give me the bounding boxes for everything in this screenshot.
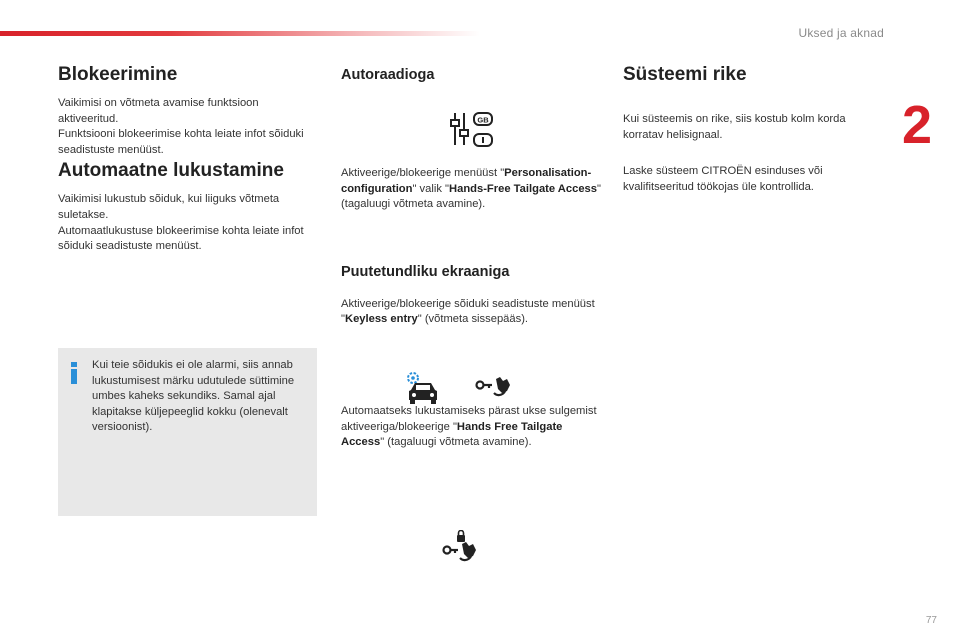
info-box bbox=[58, 348, 317, 516]
page-number: 77 bbox=[925, 615, 937, 626]
touchscreen-text: Aktiveerige/blokeerige sõiduki seadistuste menüüst "Keyless entry" (võtmeta sissepääs). bbox=[341, 297, 595, 326]
info-icon bbox=[70, 362, 78, 384]
heading-autolock: Automaatne lukustamine bbox=[58, 160, 284, 182]
heading-touchscreen: Puutetundliku ekraaniga bbox=[341, 263, 510, 280]
autolock-text-1: Vaikimisi lukustub sõiduk, kui liiguks võtmeta suletakse. bbox=[58, 193, 280, 221]
fault-text-2: Laske süsteem CITROËN esinduses või kvalifitseeritud töökojas üle kontrollida. bbox=[623, 165, 823, 193]
section-header: Uksed ja aknad bbox=[798, 26, 884, 40]
autolock-text-2: Automaatlukustuse blokeerimise kohta leiate infot sõiduki seadistuste menüüst. bbox=[58, 224, 304, 253]
car-settings-icon bbox=[405, 370, 441, 406]
column-right bbox=[623, 62, 883, 195]
blocking-text-1: Vaikimisi on võtmeta avamise funktsioon aktiveeritud. bbox=[58, 97, 259, 125]
column-left bbox=[58, 62, 313, 255]
chapter-number: 2 bbox=[902, 95, 933, 155]
settings-sliders-gb-icon bbox=[450, 110, 496, 148]
fault-text-1: Kui süsteemis on rike, siis kostub kolm korda korratav helisignaal. bbox=[623, 113, 846, 141]
heading-system-fault: Süsteemi rike bbox=[623, 64, 747, 85]
info-text: Kui teie sõidukis ei ole alarmi, siis annab lukustumisest märku udutulede süttimine umbes kaheks sekundiks. Samal ajal klapitakse küljepeeglid kokku (olenevalt versioonist). bbox=[92, 359, 295, 434]
auto-lock-text: Automaatseks lukustamiseks pärast ukse sulgemist aktiveeriga/blokeerige "Hands Free Tailgate Access" (tagaluugi võtmeta avamine). bbox=[341, 404, 597, 449]
keyless-hand-key-icon bbox=[472, 373, 512, 401]
blocking-text-2: Funktsiooni blokeerimise kohta leiate infot sõiduki seadistuste menüüst. bbox=[58, 128, 304, 156]
heading-radio: Autoraadioga bbox=[341, 67, 435, 83]
svg-text:GB: GB bbox=[477, 115, 489, 125]
auto-lock-hand-icon bbox=[440, 530, 480, 566]
top-accent-bar bbox=[0, 31, 480, 36]
radio-text: Aktiveerige/blokeerige menüüst "Personalisation-configuration" valik "Hands-Free Tailgate Access" (tagaluugi võtmeta avamine). bbox=[341, 167, 601, 211]
heading-blocking: Blokeerimine bbox=[58, 64, 178, 85]
